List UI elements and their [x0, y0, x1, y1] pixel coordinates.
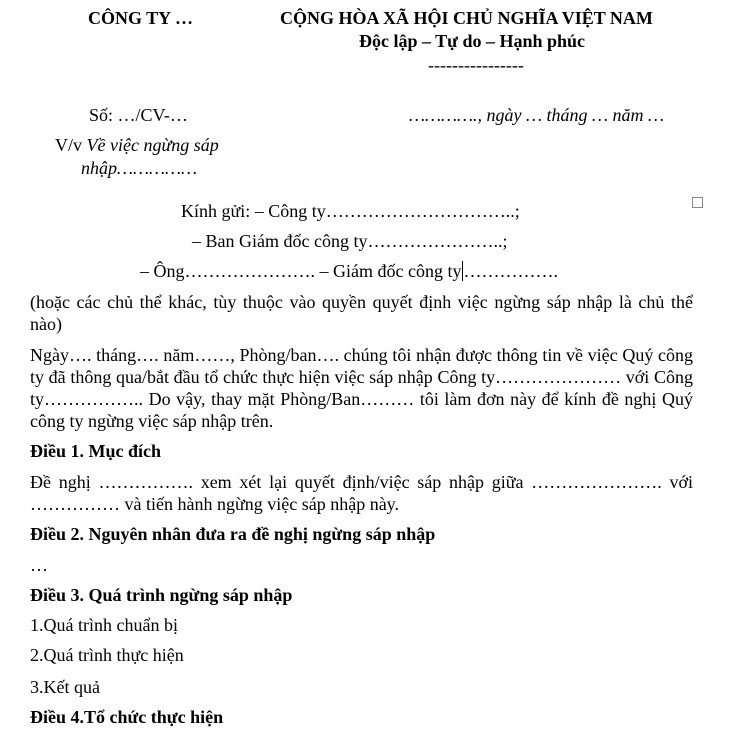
subject-prefix: V/v	[55, 135, 87, 155]
subject-text: Về việc ngừng sáp	[86, 135, 219, 155]
subject-line-1	[55, 135, 219, 156]
article-4-title: Điều 4.Tổ chức thực hiện	[30, 707, 224, 727]
recipient-line-3	[140, 261, 558, 282]
recipient-line-2: – Ban Giám đốc công ty…………………..;	[192, 231, 508, 251]
recipient-line-3-main: – Ông…………………. – Giám đốc công ty	[140, 261, 462, 281]
article-3-item: 1.Quá trình chuẩn bị	[30, 615, 178, 635]
article-3-title: Điều 3. Quá trình ngừng sáp nhập	[30, 585, 293, 605]
national-motto: Độc lập – Tự do – Hạnh phúc	[359, 31, 586, 51]
scope-note: (hoặc các chủ thể khác, tùy thuộc vào quyền quyết định việc ngừng sáp nhập là chủ thể nào)	[30, 292, 693, 334]
checkbox[interactable]	[692, 197, 703, 208]
article-3-item: 2.Quá trình thực hiện	[30, 645, 184, 665]
subject-line-2: nhập……………	[81, 158, 198, 178]
header-divider: ----------------	[428, 55, 524, 75]
national-title: CỘNG HÒA XÃ HỘI CHỦ NGHĨA VIỆT NAM	[280, 8, 653, 28]
article-3-item: 3.Kết quả	[30, 677, 100, 697]
article-1-text: Đề nghị ……………. xem xét lại quyết định/việc sáp nhập giữa …………………. với …………… và tiến hành ngừng việc sáp nhập này.	[30, 472, 693, 514]
intro-paragraph: Ngày…. tháng…. năm……, Phòng/ban…. chúng tôi nhận được thông tin về việc Quý công ty đã thông qua/bắt đầu tổ chức thực hiện việc sáp nhập Công ty………………… với Công ty…………….. Do vậy, thay mặt Phòng/Ban……… tôi làm đơn này để kính đề nghị Quý công ty ngừng việc sáp nhập trên.	[30, 345, 693, 431]
article-2-title: Điều 2. Nguyên nhân đưa ra đề nghị ngừng sáp nhập	[30, 524, 436, 544]
recipient-line-1: Kính gửi: – Công ty…………………………..;	[181, 201, 520, 221]
document-date: …………., ngày … tháng … năm …	[409, 105, 665, 125]
article-2-text: …	[30, 555, 48, 575]
document-number: Số: …/CV-…	[89, 105, 188, 125]
recipient-line-3-dots: …………….	[463, 261, 558, 281]
company-name: CÔNG TY …	[88, 8, 194, 28]
article-1-title: Điều 1. Mục đích	[30, 441, 162, 461]
